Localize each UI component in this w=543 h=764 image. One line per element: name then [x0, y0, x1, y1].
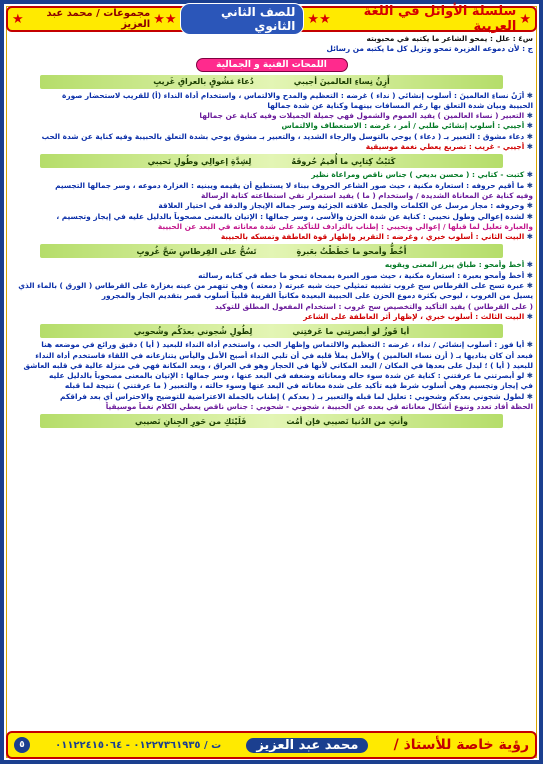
note-line: فبعد أن كان يناديها بـ ( أزن نساء العالمين ) والأمل يملأ قلبه في أن تلبي النداء أصبح الأمل واليأس يتنازعانه في اللقاء فاستخدم أداة النداء [35, 350, 533, 360]
star-icon: ★ [164, 11, 177, 27]
verse-band-3 [40, 244, 503, 258]
series-title: سلسلة الأوائل في اللغة العربية [363, 4, 517, 34]
note-line: والعبارة تعليل لما قبلها / إعوالي ونحيبي : إطناب بالترادف للتأكيد على شدة معاناته في البعد عن الحبيبة [157, 221, 533, 231]
star-icon: ★ [153, 11, 165, 27]
content-area: س٤ : علل : يمحو الشاعر ما يكتبه في محبوبته ج : لأن دموعه الغزيرة تمحو وتزيل كل ما يكتبه من رسائل اللمحات الفنية و الجمالية أَزِنُ نِساءِ العالمينَ أجيبي دُعاءَ مَشُوقٍ بالعراقِ غَريبِ ✱ أَزَنُ نساءِ العالمينَ : أسلوب إنشائي ( نداء ) غرضه : التعظيم والمدح والالتماس ، واستخدام أداة النداء (أ) للقريب لاستحضار صورة الحبيبة وبيان شدة التعلق بها رغم المسافات بينهما وكناية عن شدة جمالها ✱ التعبير ( نساء العالمين ) يفيد العموم والشمول فهي جميلة الجميلات وفيه كناية عن جمالها ✱ أجيبي : أسلوب إنشائي طلبي / أمر ، غرضه : الاستعطاف والالتماس ✱ دعاء مشوق : التعبير بـ ( دعاء ) يوحي بالتوسل والرجاء الشديد ، والتعبير بـ مشوق يوحي بشدة التعلق بالحبيبة وفيه كناية عن شدة الحب ✱ أجيبي - غريب : تصريع يعطي نغمة موسيقية كَتَبْتُ كِتابِي ما أُقيمُ حُروفَهُ لِشِدَّةِ إعوالِي وطُولِ نَحيبي ✱ كتبت - كتابي : ( محسن بديعي ) جناس ناقص ومراعاة نظير ✱ ما أقيم حروفه : استعارة مكنية ، حيث صور الشاعر الحروف ببناء لا يستطيع أن يقيمه ويبنيه : الغزارة دموعه ، وسر جمالها التجسيم وفيه كناية عن المعاناة الشديدة / واستخدام ( ما ) يفيد استمرار نفي استطاعته كتابة الرسالة ✱ وحروفه : مجاز مرسل عن الكلمات والجمل علاقته الجزئية وسر جماله الإيجاز والدقة في اختيار العلاقة ✱ لشدة إعوالي وطول نحيبي : كناية عن شدة الحزن والأسى ، وسر جمالها : الإتيان بالمعنى مصحوباً بالدليل عليه في إيجاز وتجسيم ، والعبارة تعليل لما قبلها / إعوالي ونحيبي : إطناب بالترادف للتأكيد على شدة معاناته في البعد عن الحبيبة ✱ البيت الثاني : أسلوب خبري ، وغرضه : التقرير وإظهار قوة العاطفة وتمسكه بالحبيبة أَخُطُّ وأمحو ما خَطَطْتُ بعَبرةٍ تَسُحُّ على القِرطاسِ سَحَّ غُروبِ ✱ أخط وأمحو : طباق يبرز المعنى ويقويه ✱ أخط وأمحو بعبرة : استعارة مكنية ، حيث صور العبرة بممحاة تمحو ما خطه في كتابه رسالته ✱ عبرة تسح على القرطاس سح غروب تشبيه تمثيلي حيث شبه عبرته ( دمعته ) وهي تنهمر من عينه بغزارة على القرطاس ( الورق ) بالماء الذي يسيل من الغروب ، ليوحي بكثرة دموع الحزن على الحبيبة البعيدة مكانياً القريبة قلبياً أسلوب قصر بتقديم الجار والمجرور ( على القرطاس ) يفيد التأكيد والتخصيص سح غروب : استخدام المفعول المطلق للتوكيد ✱ البيت الثالث : أسلوب خبري ، لإظهار أثر العاطفة على الشاعر أيا فَوزُ لو أبصرتِني ما عَرفتِني لِطُولِ شُجوني بعدَكُم وشُحوبي ✱ أيا فوز : أسلوب إنشائي / نداء ، غرضه : التعظيم والالتماس وإظهار الحب ، واستخدم أداة النداء للبعيد ( أيا ) دقيق ورائع في موضعه هنا فبعد أن كان يناديها بـ ( أزن نساء العالمين ) والأمل يملأ قلبه في أن تلبي النداء أصبح الأمل واليأس يتنازعانه في اللقاء فاستخدم أداة النداء للبعيد ( أيا ) ؛ ليدل على بعدها في المكان / البعد المكاني لأنها في الحجاز وهو في العراق ، ويعد المكانة فهي في منزلة عالية في قلبه العاشق ✱ لو أبصرتني ما عرفتني : كناية عن شدة سوء حاله ومعاناته وضعفه في البعد عنها ، وسر جمالها : الإتيان بالمعنى مصحوباً بالدليل عليه في إيجاز وتجسيم وهي أسلوب شرط فيه تأكيد على شدة معاناته في البعد عنها وسوء حالته ، والتعبير ( ما عرفتني ) نتيجة لما قبله ✱ لطول شجوني بعدكم وشحوبي : تعليل لما قبله والتعبير بـ ( بعدكم ) إطناب بالجملة الاعتراضية للتوضيح والاحتراس أي بعد فراقكم الحظة أفاد تعدد وتنوع أشكال معاناته في بعده عن الحبيبة ، شجوني - شحوبي : جناس ناقص يعطي الكلام نغماً موسيقياً وأنتِ من الدُنيا نَصيبي فإن أمُت فَلَيْتَكِ من حَورِ الجِنانِ نَصيبي [10, 34, 533, 726]
verse-band-4 [40, 324, 503, 338]
note-line: أيا فوز : أسلوب إنشائي / نداء ، غرضه : التعظيم والالتماس وإظهار الحب ، واستخدم أداة النداء للبعيد ( أيا ) دقيق ورائع في موضعه هنا [41, 340, 525, 350]
note-line: أجيبي : أسلوب إنشائي طلبي / أمر ، غرضه : الاستعطاف والالتماس [281, 121, 525, 131]
collections-label: مجموعات / محمد عبد العزيز [46, 8, 151, 30]
verse-right: أَزِنُ نِساءِ العالمينَ أجيبي [293, 77, 390, 87]
note-line: أخط وأمحو : طباق يبرز المعنى ويقويه [384, 260, 525, 270]
star-icon: ★ [319, 11, 331, 27]
page-number: ٥ [14, 737, 30, 753]
note-line: الحظة أفاد تعدد وتنوع أشكال معاناته في بعده عن الحبيبة ، شجوني - شحوبي : جناس ناقص يعطي الكلام نغماً موسيقياً [105, 402, 533, 412]
note-line: لو أبصرتني ما عرفتني : كناية عن شدة سوء حاله ومعاناته وضعفه في البعد عنها ، وسر جمالها : الإتيان بالمعنى مصحوباً بالدليل عليه [48, 371, 525, 381]
grade-badge: للصف الثاني الثانوي [180, 3, 305, 35]
verse-left: فَلَيْتَكِ من حَورِ الجِنانِ نَصيبي [135, 416, 247, 426]
verse-right: كَتَبْتُ كِتابِي ما أُقيمُ حُروفَهُ [291, 156, 396, 166]
footer-bar [6, 731, 537, 759]
note-line: وفيه كناية عن المعاناة الشديدة / واستخدام ( ما ) يفيد استمرار نفي استطاعته كتابة الرسالة [201, 190, 533, 200]
note-line: دعاء مشوق : التعبير بـ ( دعاء ) يوحي بالتوسل والرجاء الشديد ، والتعبير بـ مشوق يوحي بشدة التعلق بالحبيبة وفيه كناية عن شدة الحب [41, 131, 525, 141]
note-line: البيت الثاني : أسلوب خبري ، وغرضه : التقرير وإظهار قوة العاطفة وتمسكه بالحبيبة [220, 232, 525, 242]
note-line: وحروفه : مجاز مرسل عن الكلمات والجمل علاقته الجزئية وسر جماله الإيجاز والدقة في اختيار العلاقة [158, 201, 525, 211]
verse-right: أيا فَوزُ لو أبصرتِني ما عَرفتِني [292, 326, 410, 336]
star-icon: ★ [12, 11, 24, 27]
note-line: ما أقيم حروفه : استعارة مكنية ، حيث صور الشاعر الحروف ببناء لا يستطيع أن يقيمه ويبنيه : الغزارة دموعه ، وسر جمالها التجسيم [55, 180, 525, 190]
note-line: أجيبي - غريب : تصريع يعطي نغمة موسيقية [365, 142, 525, 152]
verse-band-1 [40, 75, 503, 89]
footer-author: محمد عبد العزيز [246, 738, 368, 753]
verse-left: لِطُولِ شُجوني بعدَكُم وشُحوبي [133, 326, 253, 336]
header-series [319, 4, 531, 34]
header-collections [12, 8, 165, 30]
verse-right: وأنتِ من الدُنيا نَصيبي فإن أمُت [286, 416, 408, 426]
footer-phone: ت / ٠١٢٢٧٣٦١٩٣٥ - ٠١١٢٢٤١٥٠٦٤ [55, 739, 222, 751]
note-line: عبرة تسح على القرطاس سح غروب تشبيه تمثيلي حيث شبه عبرته ( دمعته ) وهي تنهمر من عينه بغزارة على القرطاس ( الورق ) بالماء الذي [18, 281, 525, 291]
verse-left: تَسُحُّ على القِرطاسِ سَحَّ غُروبِ [136, 246, 257, 256]
note-line: الحبيبة وبيان شدة التعلق بها رغم المسافات بينهما وكناية عن شدة جمالها [267, 100, 533, 110]
note-line: للبعيد ( أيا ) ؛ ليدل على بعدها في المكان / البعد المكاني لأنها في الحجاز وهو في العراق ، ويعد المكانة فهي في منزلة عالية في قلبه العاشق [23, 360, 533, 370]
question-line: س٤ : علل : يمحو الشاعر ما يكتبه في محبوبته [366, 34, 533, 43]
note-line: لشدة إعوالي وطول نحيبي : كناية عن شدة الحزن والأسى ، وسر جمالها : الإتيان بالمعنى مصحوباً بالدليل عليه في إيجاز وتجسيم ، [56, 211, 525, 221]
note-line: ( على القرطاس ) يفيد التأكيد والتخصيص سح غروب : استخدام المفعول المطلق للتوكيد [214, 301, 533, 311]
note-line: البيت الثالث : أسلوب خبري ، لإظهار أثر العاطفة على الشاعر [303, 311, 525, 321]
star-icon: ★ [307, 11, 320, 27]
answer-line: ج : لأن دموعه الغزيرة تمحو وتزيل كل ما يكتبه من رسائل [326, 44, 533, 54]
verse-band-5 [40, 414, 503, 428]
note-line: في إيجاز وتجسيم وهي أسلوب شرط فيه تأكيد على شدة معاناته في البعد عنها وسوء حالته ، والتعبير ( ما عرفتني ) نتيجة لما قبله [64, 381, 533, 391]
verse-left: لِشِدَّةِ إعوالِي وطُولِ نَحيبي [147, 156, 252, 166]
note-line: لطول شجوني بعدكم وشحوبي : تعليل لما قبله والتعبير بـ ( بعدكم ) إطناب بالجملة الاعتراضية للتوضيح والاحتراس أي بعد فراقكم [60, 391, 525, 401]
note-line: أخط وأمحو بعبرة : استعارة مكنية ، حيث صور العبرة بممحاة تمحو ما خطه في كتابه رسالته [198, 270, 525, 280]
verse-band-2 [40, 154, 503, 168]
header-grade [165, 3, 319, 35]
verse-left: دُعاءَ مَشُوقٍ بالعراقِ غَريبِ [153, 77, 254, 87]
section-title: اللمحات الفنية و الجمالية [196, 58, 348, 72]
verse-right: أَخُطُّ وأمحو ما خَطَطْتُ بعَبرةٍ [296, 246, 407, 256]
note-line: يسيل من الغروب ، ليوحي بكثرة دموع الحزن على الحبيبة البعيدة مكانياً القريبة قلبياً أسلوب قصر بتقديم الجار والمجرور [101, 291, 533, 301]
header-bar [6, 6, 537, 32]
footer-prof: رؤية خاصة للأستاذ / [393, 737, 529, 753]
star-icon: ★ [519, 11, 531, 27]
note-line: التعبير ( نساء العالمين ) يفيد العموم والشمول فهي جميلة الجميلات وفيه كناية عن جمالها [199, 111, 525, 121]
note-line: أَزَنُ نساءِ العالمينَ : أسلوب إنشائي ( نداء ) غرضه : التعظيم والمدح والالتماس ، واستخدام أداة النداء (أ) للقريب لاستحضار صورة [61, 90, 525, 100]
note-line: كتبت - كتابي : ( محسن بديعي ) جناس ناقص ومراعاة نظير [311, 170, 525, 180]
